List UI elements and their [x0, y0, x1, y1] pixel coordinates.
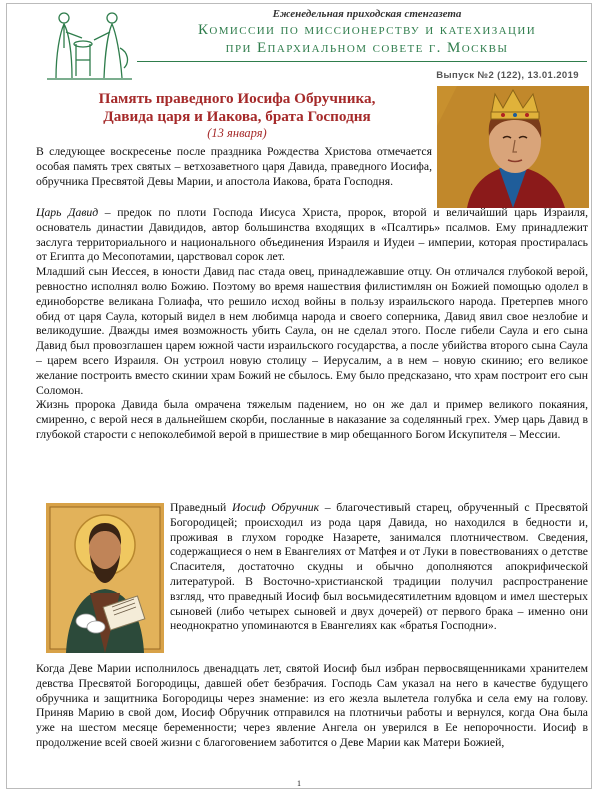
issue-number: Выпуск №2 (122), 13.01.2019: [436, 70, 579, 81]
david-description: – предок по плоти Господа Иисуса Христа, пророк, второй и величайший царь Израиля, основатель династии Давидидов, автор большинства входящих в «Псалтирь» псалмов. Ему принадлежит заслуга территориального и национального объединения Израиля и Иудеи – империи, которая простиралась от Египта до Месопотамии, царствовал сорок лет.: [36, 206, 588, 264]
header-commission: Комиссии по миссионерству и катехизации: [197, 22, 537, 38]
joseph-description: – благочестивый старец, обрученный с Пресвятой Богородицей; происходил из рода царя Давида, но находился в бедности и, проживая в глухом городке Назарете, занимался плотничеством. Сведения, содержащиеся о нем в Евангелиях от Матфея и от Луки в повествованиях о детстве Спасителя, достаточно скудны и обычно дополняются апокрифической литературой. В Восточно-христианской традиции получил распространение взгляд, что праведный Иосиф был восьмидесятилетним вдовцом и имел шестерых сыновей (либо четырех сыновей и двух дочерей) от первого брака – именно они неоднократно упоминаются в Евангелиях как «братья Господни».: [170, 501, 588, 633]
paragraph-david: [36, 206, 588, 265]
logo-icon: [42, 8, 137, 82]
newspaper-page: [6, 3, 592, 789]
article-title: [67, 90, 407, 125]
paragraph-david-youth: Младший сын Иессея, в юности Давид пас стада овец, принадлежавшие отцу. Он отличался глубокой верой, ревностно исполнял волю Божию. Поэтому во время нашествия филистимлян он Божией помощью одолел в единоборстве великана Голиафа, что решило исход войны в пользу израильского народа. Претерпев много обид от царя Саула, который видел в нем любимца народа и своего соперника, Давид явил свое незлобие и великодушие. Дважды имея возможность убить Саула, он не сделал этого. После гибели Саула и его сына Давид был провозглашен царем южной части израильского государства, а после убийства второго сына Саула – царем всего Израиля. Он устроил новую столицу – Иерусалим, а в нем – новую скинию; его великое желание построить вместо скинии храм Божий не сбылось. Ему было предсказано, что храм построит его сын Соломон.: [36, 265, 588, 397]
page-number: 1: [297, 779, 301, 788]
paragraph-intro-text: В следующее воскресенье после праздника Рождества Христова отмечается особая память трех святых – ветхозаветного царя Давида, праведного Иосифа, обручника Пресвятой Девы Марии, и апостола Иакова, брата Господня.: [36, 145, 432, 188]
paragraph-betrothal-block: [36, 662, 588, 751]
paragraph-intro: [36, 145, 432, 189]
header-council: при Епархиальном совете г. Москвы: [225, 40, 509, 56]
paragraph-david-block: [36, 206, 588, 443]
paragraph-joseph-block: [170, 501, 588, 634]
saint-joseph-icon-image: [46, 503, 164, 653]
joseph-prefix: Праведный: [170, 501, 232, 514]
paragraph-betrothal: Когда Деве Марии исполнилось двенадцать лет, святой Иосиф был избран первосвященниками хранителем девства Пресвятой Богородицы, давшей обет безбрачия. Господь Сам указал на него в качестве будущего обручника и защитника Богородицы через знамение: из его жезла вылетела голубка и села ему на голову. Приняв Марию в свой дом, Иосиф Обручник отправился на плотничьи работы и вернулся, когда Она была уже на шестом месяце беременности; через явление Ангела он уверился в Ее непорочности. Иосиф в продолжение всей своей жизни с благоговением заботится о Деве Марии как Матери Божией,: [36, 662, 588, 749]
king-david-icon-image: [437, 86, 589, 208]
david-name: Царь Давид: [36, 206, 99, 219]
joseph-name: Иосиф Обручник: [231, 501, 320, 514]
article-title-line1: Память праведного Иосифа Обручника,: [98, 90, 376, 107]
article-date: (13 января): [207, 126, 267, 140]
header-topline: Еженедельная приходская стенгазета: [272, 8, 462, 20]
article-title-line2: Давида царя и Иакова, брата Господня: [103, 107, 371, 125]
header-divider: [137, 61, 587, 62]
paragraph-david-repentance: Жизнь пророка Давида была омрачена тяжелым падением, но он же дал и пример великого покаяния, смиренно, с верой неся в дальнейшем скорби, посланные в наказание за соделянный грех. Умер царь Давид в глубокой старости с непоколебимой верой в пришествие в мир обещанного Богом Искупителя – Мессии.: [36, 398, 588, 441]
paragraph-joseph: [170, 501, 588, 634]
